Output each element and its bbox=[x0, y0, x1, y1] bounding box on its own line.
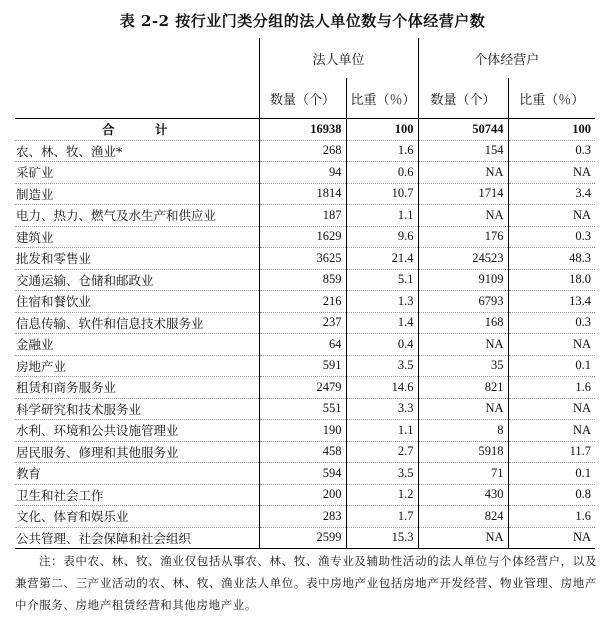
legal-count-cell: 2479 bbox=[259, 377, 346, 399]
table-row bbox=[15, 377, 595, 399]
footnote: 注：表中农、林、牧、渔业仅包括从事农、林、牧、渔专业及辅助性活动的法人单位与个体经营户，以及兼营第二、三产业活动的农、林、牧、渔业法人单位。表中房地产业包括房地产开发经营、物业管理、房地产中介服务、房地产租赁经营和其他房地产业。 bbox=[15, 554, 597, 612]
legal-share-cell: 5.1 bbox=[346, 269, 418, 291]
individual-count-cell: 1714 bbox=[418, 183, 508, 205]
legal-share-cell: 2.7 bbox=[346, 441, 418, 463]
individual-count-cell: NA bbox=[418, 205, 508, 227]
total-row bbox=[15, 119, 595, 141]
legal-share-cell: 1.1 bbox=[346, 420, 418, 442]
individual-share-cell: 0.1 bbox=[508, 463, 595, 485]
industry-name-cell: 信息传输、软件和信息技术服务业 bbox=[15, 312, 259, 334]
table-row bbox=[15, 205, 595, 227]
individual-count-cell: NA bbox=[418, 162, 508, 184]
legal-count-cell: 268 bbox=[259, 140, 346, 162]
individual-share-cell: 0.3 bbox=[508, 312, 595, 334]
individual-share-cell: NA bbox=[508, 334, 595, 356]
legal-count-cell: 216 bbox=[259, 291, 346, 313]
legal-count-cell: 859 bbox=[259, 269, 346, 291]
industry-name-cell: 租赁和商务服务业 bbox=[15, 377, 259, 399]
industry-name-cell: 公共管理、社会保障和社会组织 bbox=[15, 527, 259, 549]
table-row bbox=[15, 291, 595, 313]
industry-name-cell: 合 计 bbox=[15, 119, 259, 141]
legal-share-cell: 1.3 bbox=[346, 291, 418, 313]
table-row bbox=[15, 334, 595, 356]
individual-share-cell: 13.4 bbox=[508, 291, 595, 313]
legal-share-cell: 0.6 bbox=[346, 162, 418, 184]
table-row bbox=[15, 226, 595, 248]
table-row bbox=[15, 420, 595, 442]
industry-name-cell: 水利、环境和公共设施管理业 bbox=[15, 420, 259, 442]
individual-count-cell: 71 bbox=[418, 463, 508, 485]
individual-share-cell: NA bbox=[508, 398, 595, 420]
individual-count-cell: 176 bbox=[418, 226, 508, 248]
industry-name-cell: 建筑业 bbox=[15, 226, 259, 248]
individual-count-cell: 5918 bbox=[418, 441, 508, 463]
industry-name-cell: 农、林、牧、渔业* bbox=[15, 140, 259, 162]
legal-count-cell: 94 bbox=[259, 162, 346, 184]
legal-entity-group-header: 法人单位 bbox=[259, 38, 418, 78]
legal-share-cell: 3.5 bbox=[346, 463, 418, 485]
individual-share-cell: 0.3 bbox=[508, 226, 595, 248]
table-row bbox=[15, 183, 595, 205]
individual-count-cell: NA bbox=[418, 527, 508, 549]
industry-name-cell: 卫生和社会工作 bbox=[15, 484, 259, 506]
individual-count-cell: 168 bbox=[418, 312, 508, 334]
individual-count-cell: NA bbox=[418, 334, 508, 356]
legal-share-cell: 9.6 bbox=[346, 226, 418, 248]
industry-name-cell: 采矿业 bbox=[15, 162, 259, 184]
table-row bbox=[15, 140, 595, 162]
table-row bbox=[15, 355, 595, 377]
legal-count-cell: 591 bbox=[259, 355, 346, 377]
table-row bbox=[15, 527, 595, 549]
legal-share-cell: 1.2 bbox=[346, 484, 418, 506]
individual-count-cell: 821 bbox=[418, 377, 508, 399]
individual-share-cell: 11.7 bbox=[508, 441, 595, 463]
table-row bbox=[15, 269, 595, 291]
individual-count-cell: 8 bbox=[418, 420, 508, 442]
legal-share-cell: 3.3 bbox=[346, 398, 418, 420]
table-row bbox=[15, 506, 595, 528]
legal-count-cell: 458 bbox=[259, 441, 346, 463]
table-row bbox=[15, 312, 595, 334]
industry-name-cell: 房地产业 bbox=[15, 355, 259, 377]
individual-share-cell: NA bbox=[508, 420, 595, 442]
industry-name-cell: 交通运输、仓储和邮政业 bbox=[15, 269, 259, 291]
legal-count-cell: 16938 bbox=[259, 119, 346, 141]
individual-count-cell: 9109 bbox=[418, 269, 508, 291]
individual-share-cell: NA bbox=[508, 527, 595, 549]
legal-share-cell: 1.7 bbox=[346, 506, 418, 528]
individual-count-header: 数量（个） bbox=[418, 78, 508, 119]
industry-name-cell: 金融业 bbox=[15, 334, 259, 356]
legal-count-cell: 2599 bbox=[259, 527, 346, 549]
individual-business-group-header: 个体经营户 bbox=[418, 38, 595, 78]
legal-count-cell: 283 bbox=[259, 506, 346, 528]
legal-share-cell: 100 bbox=[346, 119, 418, 141]
legal-share-cell: 1.6 bbox=[346, 140, 418, 162]
legal-share-cell: 14.6 bbox=[346, 377, 418, 399]
industry-name-cell: 住宿和餐饮业 bbox=[15, 291, 259, 313]
individual-count-cell: 824 bbox=[418, 506, 508, 528]
legal-share-cell: 1.4 bbox=[346, 312, 418, 334]
individual-share-cell: 0.8 bbox=[508, 484, 595, 506]
individual-count-cell: NA bbox=[418, 398, 508, 420]
industry-name-cell: 电力、热力、燃气及水生产和供应业 bbox=[15, 205, 259, 227]
individual-count-cell: 154 bbox=[418, 140, 508, 162]
individual-count-cell: 50744 bbox=[418, 119, 508, 141]
legal-share-header: 比重（％） bbox=[346, 78, 418, 119]
legal-count-cell: 594 bbox=[259, 463, 346, 485]
industry-name-cell: 批发和零售业 bbox=[15, 248, 259, 270]
individual-share-cell: 3.4 bbox=[508, 183, 595, 205]
industry-name-cell: 科学研究和技术服务业 bbox=[15, 398, 259, 420]
legal-share-cell: 21.4 bbox=[346, 248, 418, 270]
legal-count-cell: 200 bbox=[259, 484, 346, 506]
industry-name-cell: 教育 bbox=[15, 463, 259, 485]
legal-share-cell: 0.4 bbox=[346, 334, 418, 356]
industry-name-cell: 文化、体育和娱乐业 bbox=[15, 506, 259, 528]
legal-count-cell: 187 bbox=[259, 205, 346, 227]
table-row bbox=[15, 162, 595, 184]
corner-header-cell bbox=[15, 38, 259, 78]
group-header-row bbox=[15, 38, 595, 78]
individual-share-cell: 1.6 bbox=[508, 506, 595, 528]
legal-count-cell: 3625 bbox=[259, 248, 346, 270]
legal-count-cell: 64 bbox=[259, 334, 346, 356]
table-row bbox=[15, 441, 595, 463]
table-row bbox=[15, 398, 595, 420]
legal-count-cell: 1629 bbox=[259, 226, 346, 248]
statistics-table bbox=[15, 38, 595, 549]
table-row bbox=[15, 484, 595, 506]
individual-share-header: 比重（％） bbox=[508, 78, 595, 119]
table-row bbox=[15, 248, 595, 270]
legal-count-cell: 551 bbox=[259, 398, 346, 420]
individual-share-cell: 1.6 bbox=[508, 377, 595, 399]
individual-count-cell: 6793 bbox=[418, 291, 508, 313]
legal-count-cell: 190 bbox=[259, 420, 346, 442]
individual-count-cell: 35 bbox=[418, 355, 508, 377]
legal-count-cell: 237 bbox=[259, 312, 346, 334]
legal-count-cell: 1814 bbox=[259, 183, 346, 205]
table-body bbox=[15, 119, 595, 549]
column-header-row bbox=[15, 78, 595, 119]
individual-count-cell: 24523 bbox=[418, 248, 508, 270]
table-title: 表 2-2 按行业门类分组的法人单位数与个体经营户数 bbox=[119, 12, 486, 30]
table-row bbox=[15, 463, 595, 485]
legal-count-header: 数量（个） bbox=[259, 78, 346, 119]
individual-share-cell: NA bbox=[508, 205, 595, 227]
individual-share-cell: 18.0 bbox=[508, 269, 595, 291]
individual-count-cell: 430 bbox=[418, 484, 508, 506]
legal-share-cell: 1.1 bbox=[346, 205, 418, 227]
individual-share-cell: 0.3 bbox=[508, 140, 595, 162]
industry-name-cell: 制造业 bbox=[15, 183, 259, 205]
individual-share-cell: 48.3 bbox=[508, 248, 595, 270]
individual-share-cell: NA bbox=[508, 162, 595, 184]
legal-share-cell: 15.3 bbox=[346, 527, 418, 549]
individual-share-cell: 0.1 bbox=[508, 355, 595, 377]
legal-share-cell: 10.7 bbox=[346, 183, 418, 205]
legal-share-cell: 3.5 bbox=[346, 355, 418, 377]
industry-name-cell: 居民服务、修理和其他服务业 bbox=[15, 441, 259, 463]
corner-header-cell-lower bbox=[15, 78, 259, 119]
individual-share-cell: 100 bbox=[508, 119, 595, 141]
